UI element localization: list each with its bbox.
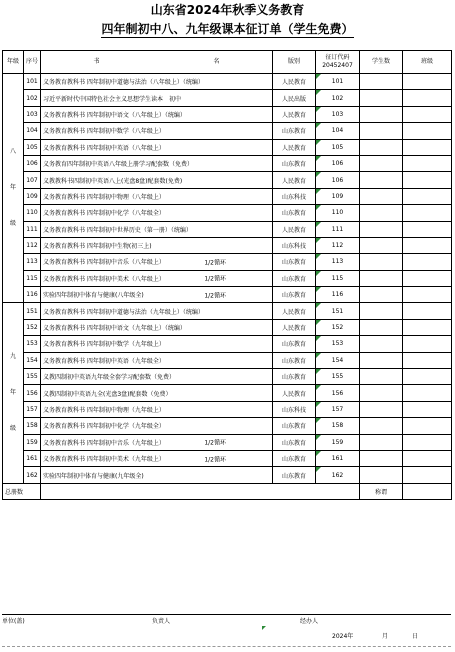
row-seq: 112 [24,237,41,253]
row-title-cell [41,401,273,417]
row-order-code [316,172,360,188]
row-code-text: 157 [331,406,344,413]
handler-label: 经办人 [300,618,319,625]
row-student-count-input[interactable] [360,418,403,434]
cell-marker-icon [316,303,321,308]
table-row [3,205,452,221]
cell-marker-icon [316,353,321,358]
row-order-code [316,467,360,483]
row-title: 义务教育教科书 四年制初中化学（九年级全） [43,423,165,431]
col-grade: 年级 [3,51,24,74]
row-code-text: 161 [331,455,344,463]
grade-label: 九 年 级 [3,303,24,483]
row-student-count-input[interactable] [360,401,403,417]
row-title: 义教四制初中英语九年级全套学习配套数（免费） [43,374,176,382]
row-order-code [316,155,360,171]
row-title: 义务教育教科书 四年制初中世界历史（第一册）（统编） [43,226,192,234]
row-title-cell [41,254,273,270]
row-student-count-input[interactable] [360,467,403,483]
cell-marker-icon [316,435,321,440]
row-order-code [316,221,360,237]
table-row [3,172,452,188]
row-order-code [316,352,360,368]
row-student-count-input[interactable] [360,287,403,303]
row-seq: 110 [24,205,41,221]
row-title: 义务教育教科书 四年制初中道德与法治（九年级上）（统编） [43,308,204,316]
row-order-code [316,90,360,106]
row-class-count-input[interactable] [403,221,452,237]
table-row [3,155,452,171]
row-title-cell [41,237,273,253]
cell-marker-icon [316,172,321,177]
row-student-count-input[interactable] [360,319,403,335]
row-class-count-input[interactable] [403,123,452,139]
row-student-count-input[interactable] [360,123,403,139]
row-student-count-input[interactable] [360,205,403,221]
row-class-count-input[interactable] [403,172,452,188]
row-title: 义务教育教科书 四年制初中物理（八年级上） [43,193,165,201]
table-row [3,303,452,319]
row-publisher: 人民教育 [273,221,316,237]
row-title-cell [41,418,273,434]
cell-marker-icon [316,320,321,325]
row-order-code [316,385,360,401]
date-year: 2024年 [332,633,354,640]
row-order-code [316,106,360,122]
row-note: 1/2循环 [204,439,226,447]
col-title: 书 名 [41,51,273,74]
row-title: 实验四年制初中体育与健康(八年级全) [43,292,144,300]
table-row [3,123,452,139]
table-row [3,385,452,401]
row-publisher: 山东教育 [273,254,316,270]
row-seq: 162 [24,467,41,483]
row-title-cell [41,155,273,171]
cell-marker-icon [316,156,321,161]
row-title-cell [41,319,273,335]
row-title: 义务教育教科书 四年制初中物理（九年级上） [43,407,165,414]
row-student-count-input[interactable] [360,155,403,171]
row-publisher: 山东教育 [273,205,316,221]
row-publisher: 人民教育 [273,172,316,188]
row-note: 1/2循环 [204,456,226,464]
row-title-cell [41,450,273,466]
row-student-count-input[interactable] [360,237,403,253]
row-publisher: 山东教育 [273,123,316,139]
row-publisher: 人民教育 [273,319,316,335]
row-class-count-input[interactable] [403,188,452,204]
cell-marker-icon [316,287,321,292]
row-title: 义教教科书四制初中英语八上(光盘8盘)配套数(免费) [43,177,183,185]
row-code-text: 154 [331,356,344,364]
row-student-count-input[interactable] [360,254,403,270]
table-row [3,270,452,286]
row-title-cell [41,467,273,483]
row-code-text: 152 [331,324,344,332]
row-publisher: 山东教育 [273,467,316,483]
row-class-count-input[interactable] [403,106,452,122]
row-student-count-input[interactable] [360,352,403,368]
row-order-code [316,123,360,139]
row-publisher: 山东教育 [273,434,316,450]
cell-marker-icon [316,451,321,456]
cell-marker-icon [316,271,321,276]
row-class-count-input[interactable] [403,369,452,385]
row-seq: 155 [24,369,41,385]
row-title: 习近平新时代中国特色社会主义思想学生读本 初中 [43,95,182,103]
row-code-text: 112 [331,242,344,250]
row-code-text: 111 [331,225,344,233]
row-title: 义务教育教科书 四年制初中语文（九年级上）（统编） [43,325,186,333]
total-value-input[interactable] [41,483,360,499]
row-publisher: 人民出版 [273,90,316,106]
cell-marker-icon [316,123,321,128]
row-publisher: 人民教育 [273,139,316,155]
row-seq: 156 [24,385,41,401]
row-code-text: 153 [331,340,344,348]
table-row [3,336,452,352]
row-class-count-input[interactable] [403,336,452,352]
cell-marker-icon [316,205,321,210]
row-class-count-input[interactable] [403,319,452,335]
table-row [3,90,452,106]
row-publisher: 人民教育 [273,385,316,401]
row-title: 义教四制初中英语九全(光盘3盘)配套数（免费） [43,390,172,398]
row-student-count-input[interactable] [360,385,403,401]
row-code-text: 116 [331,291,344,299]
row-publisher: 人民教育 [273,74,316,90]
row-student-count-input[interactable] [360,90,403,106]
row-title: 义务教育教科书 四年制初中英语（八年级上） [43,144,165,152]
row-title-cell [41,90,273,106]
row-title-cell [41,303,273,319]
row-note: 1/2循环 [204,259,226,267]
row-publisher: 人民教育 [273,303,316,319]
row-seq: 153 [24,336,41,352]
row-class-count-input[interactable] [403,270,452,286]
row-order-code [316,369,360,385]
row-order-code [316,188,360,204]
page-title: 山东省2024年秋季义务教育 [150,3,305,17]
row-title: 义务教育教科书 四年制初中语文（八年级上）（统编） [43,111,186,119]
cell-marker-icon [316,140,321,145]
row-code-text: 105 [331,143,344,151]
row-publisher: 山东教育 [273,287,316,303]
row-title: 义务教育教科书 四年制初中道德与法治（八年级上）（统编） [43,79,204,87]
row-seq: 105 [24,139,41,155]
row-title: 实验四年制初中体育与健康(九年级全) [43,472,144,480]
row-seq: 151 [24,303,41,319]
col-order-code: 征订代码 20452407 [316,51,360,74]
row-code-text: 102 [331,94,344,102]
row-seq: 107 [24,172,41,188]
row-seq: 109 [24,188,41,204]
row-title-cell [41,369,273,385]
row-seq: 101 [24,74,41,90]
col-class-count: 班级 [403,51,452,74]
row-student-count-input[interactable] [360,172,403,188]
row-title-cell [41,123,273,139]
table-row [3,418,452,434]
row-class-count-input[interactable] [403,450,452,466]
table-row [3,106,452,122]
row-student-count-input[interactable] [360,450,403,466]
total-row [3,483,452,499]
total-label: 总册数 [3,483,41,499]
row-title-cell [41,205,273,221]
row-student-count-input[interactable] [360,434,403,450]
grade-label: 八 年 级 [3,74,24,303]
row-seq: 104 [24,123,41,139]
row-seq: 106 [24,155,41,171]
row-class-count-input[interactable] [403,352,452,368]
row-title: 义务教育教科书 四年制初中数学（九年级上） [43,341,165,349]
row-code-text: 106 [331,176,344,184]
row-order-code [316,434,360,450]
row-seq: 115 [24,270,41,286]
row-title: 义务教育四年制初中英语八年级上册学习配套数（免费） [43,161,194,169]
row-order-code [316,418,360,434]
row-class-count-input[interactable] [403,254,452,270]
table-row [3,401,452,417]
row-student-count-input[interactable] [360,336,403,352]
row-title-cell [41,188,273,204]
table-row [3,467,452,483]
table-row [3,139,452,155]
row-order-code [316,401,360,417]
row-code-text: 151 [331,307,344,315]
row-seq: 158 [24,418,41,434]
row-class-count-input[interactable] [403,401,452,417]
order-table [2,50,452,500]
date-month: 月 [382,633,389,640]
row-title-cell [41,221,273,237]
row-title-cell [41,106,273,122]
row-code-text: 106 [331,160,344,168]
row-seq: 152 [24,319,41,335]
row-code-text: 104 [331,127,344,135]
cell-marker-icon [316,189,321,194]
row-student-count-input[interactable] [360,221,403,237]
row-code-text: 159 [331,438,344,446]
cell-marker-icon [316,402,321,407]
table-row [3,352,452,368]
table-row [3,237,452,253]
row-title-cell [41,385,273,401]
row-order-code [316,254,360,270]
row-order-code [316,74,360,90]
row-code-text: 110 [331,209,344,217]
table-row [3,450,452,466]
table-row [3,221,452,237]
row-publisher: 山东教育 [273,418,316,434]
row-note: 1/2循环 [204,292,226,300]
row-class-count-input[interactable] [403,237,452,253]
table-row [3,188,452,204]
row-publisher: 山东教育 [273,270,316,286]
row-class-count-input[interactable] [403,139,452,155]
cell-marker-icon [316,238,321,243]
row-title: 义务教育教科书 四年制初中数学（八年级上） [43,128,165,136]
row-student-count-input[interactable] [360,369,403,385]
cell-marker-icon [316,385,321,390]
row-publisher: 山东教育 [273,450,316,466]
cell-marker-icon [316,107,321,112]
row-code-text: 113 [331,258,344,266]
row-seq: 113 [24,254,41,270]
row-title-cell [41,287,273,303]
row-class-count-input[interactable] [403,303,452,319]
row-class-count-input[interactable] [403,434,452,450]
cell-marker-icon [262,626,266,630]
row-student-count-input[interactable] [360,303,403,319]
row-student-count-input[interactable] [360,74,403,90]
row-student-count-input[interactable] [360,188,403,204]
row-seq: 116 [24,287,41,303]
row-title: 义务教育教科书 四年制初中音乐（八年级上） [43,259,165,267]
cell-marker-icon [316,467,321,472]
row-code-text: 109 [331,192,344,200]
cell-marker-icon [316,254,321,259]
row-seq: 159 [24,434,41,450]
cell-marker-icon [316,418,321,423]
row-title: 义务教育教科书 四年制初中化学（八年级全） [43,210,165,218]
cell-marker-icon [316,90,321,95]
cell-marker-icon [316,369,321,374]
table-row [3,319,452,335]
date-day: 日 [412,633,419,640]
col-publisher: 版别 [273,51,316,74]
table-header-row [3,51,452,74]
row-code-text: 101 [331,78,344,86]
row-seq: 111 [24,221,41,237]
row-publisher: 人民教育 [273,106,316,122]
row-title: 义务教育教科书 四年制初中音乐（九年级上） [43,439,165,447]
row-order-code [316,237,360,253]
page-subtitle: 四年制初中八、九年级课本征订单（学生免费） [101,22,354,36]
row-publisher: 山东科技 [273,237,316,253]
row-publisher: 山东教育 [273,336,316,352]
row-order-code [316,319,360,335]
cell-marker-icon [316,336,321,341]
row-title-cell [41,139,273,155]
row-code-text: 158 [331,422,344,430]
row-code-text: 103 [331,110,344,118]
row-student-count-input[interactable] [360,106,403,122]
row-publisher: 山东教育 [273,369,316,385]
row-seq: 157 [24,401,41,417]
row-order-code [316,139,360,155]
row-title: 义务教育教科书 四年制初中美术（八年级上） [43,275,165,283]
responsible-label: 负责人 [152,618,171,625]
row-order-code [316,450,360,466]
cell-marker-icon [316,222,321,227]
cell-marker-icon [316,74,321,79]
row-class-count-input[interactable] [403,155,452,171]
col-student-count: 学生数 [360,51,403,74]
row-class-count-input[interactable] [403,418,452,434]
row-title-cell [41,172,273,188]
row-code-text: 156 [331,389,344,397]
row-title-cell [41,74,273,90]
row-order-code [316,287,360,303]
table-row [3,287,452,303]
row-student-count-input[interactable] [360,139,403,155]
row-class-count-input[interactable] [403,385,452,401]
row-class-count-input[interactable] [403,205,452,221]
signature-footer [2,614,451,650]
row-class-count-input[interactable] [403,74,452,90]
row-code-text: 162 [331,471,344,479]
row-order-code [316,205,360,221]
sign-input[interactable] [403,483,452,499]
row-seq: 102 [24,90,41,106]
row-title-cell [41,336,273,352]
row-seq: 154 [24,352,41,368]
row-title: 义务教育教科书 四年制初中英语（九年级全） [43,357,165,365]
row-student-count-input[interactable] [360,270,403,286]
row-publisher: 山东科技 [273,188,316,204]
row-seq: 161 [24,450,41,466]
row-title-cell [41,352,273,368]
table-row [3,254,452,270]
row-order-code [316,303,360,319]
row-order-code [316,270,360,286]
row-title: 义务教育教科书 四年制初中美术（九年级上） [43,456,165,464]
row-class-count-input[interactable] [403,467,452,483]
row-title-cell [41,270,273,286]
unit-label: 单位(盖) [2,618,25,625]
table-row [3,369,452,385]
row-publisher: 山东科技 [273,401,316,417]
table-row [3,434,452,450]
row-order-code [316,336,360,352]
row-class-count-input[interactable] [403,90,452,106]
row-code-text: 115 [331,274,344,282]
row-publisher: 山东教育 [273,352,316,368]
col-seq: 序号 [24,51,41,74]
row-class-count-input[interactable] [403,287,452,303]
row-title-cell [41,434,273,450]
row-seq: 103 [24,106,41,122]
sign-label: 称谓 [360,483,403,499]
row-publisher: 山东教育 [273,155,316,171]
table-row [3,74,452,90]
row-note: 1/2循环 [204,275,226,283]
row-title: 义务教育教科书 四年制初中生物(初三上) [43,243,152,251]
row-code-text: 155 [331,373,344,381]
